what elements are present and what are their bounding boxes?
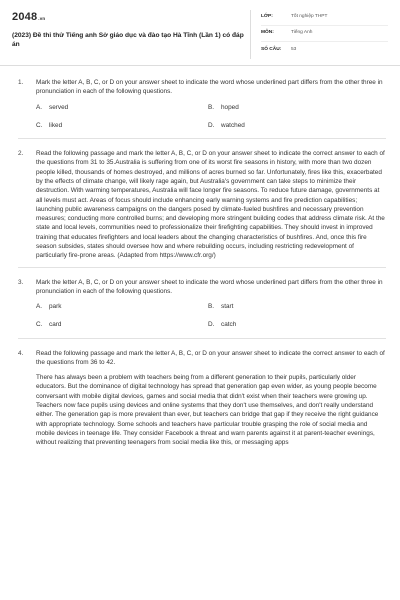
site-logo[interactable] xyxy=(12,10,250,26)
option-c[interactable] xyxy=(36,121,208,130)
option-d[interactable] xyxy=(208,121,380,130)
meta-value: Tiếng Anh xyxy=(291,30,313,36)
logo-main: 2048 xyxy=(12,11,38,23)
question-4 xyxy=(18,349,386,368)
question-1-options xyxy=(36,103,386,131)
option-c[interactable] xyxy=(36,320,208,329)
question-divider xyxy=(18,267,386,268)
option-text: liked xyxy=(49,121,63,129)
meta-value: Tốt nghiệp THPT xyxy=(291,14,328,20)
option-d[interactable] xyxy=(208,320,380,329)
option-letter: D. xyxy=(208,121,215,129)
meta-row-class xyxy=(261,10,388,26)
option-a[interactable] xyxy=(36,103,208,112)
question-text: Mark the letter A, B, C, or D on your answer sheet to indicate the word whose underlined part differs from the other three in pronunciation in each of the following questions. xyxy=(36,278,383,295)
meta-row-subject xyxy=(261,26,388,42)
option-letter: C. xyxy=(36,321,43,329)
option-letter: D. xyxy=(208,321,215,329)
reading-passage: There has always been a problem with teachers being from a different generation to their pupils, particularly older educators. But the dominance of digital technology has spread that generation gap even wider, as young people become conversant with mobile digital devices, games and social media that didn't exist when their teachers were growing up. Teachers now face pupils using devices and online systems that they don't use themselves, and don't really understand either. The generation gap is more prevalent than ever, but teachers can bridge that gap if they receive the right guidance with appropriate technology. Some schools and teachers have particular trouble grasping the role of social media and mobile devices in teenage life. They consider Facebook a threat and warn parents against it at parent-teacher evenings, without realizing that preventing teenagers from social media like this, or messaging apps xyxy=(36,374,379,447)
document-meta xyxy=(250,10,388,59)
option-b[interactable] xyxy=(208,302,380,311)
meta-label: LỚP: xyxy=(261,14,273,20)
question-text: Read the following passage and mark the letter A, B, C, or D on your answer sheet to indicate the correct answer to each of the questions from 31 to 35.Australia is suffering from one of its worst fire seasons in history, with more than two dozen people killed, thousands of homes destroyed, and millions of acres burned so far. Unfortunately, fires like this, exacerbated by the effects of climate change, will likely rage again, but Australia's government can take steps to minimize their destruction. With warming temperatures, Australia will face longer fire seasons. To reduce future damage, governments at all levels must act. Areas of focus should include enhancing early warning systems and fire prediction capabilities; launching public awareness campaigns on the dangers posed by climate-fueled bushfires and necessary prevention measures; conducting more controlled burns; and developing more stringent building codes that address climate risk. At the state and local levels, communities need to professionalize their firefighting capabilities. They should invest in improved training that educates firefighters and local leaders about the changing characteristics of bushfires. And, once this fire season subsides, states should oversee how and where rebuilding occurs, including restricting redevelopment of particularly fire-prone areas. (Adapted from https://www.cfr.org/) xyxy=(36,150,385,260)
question-divider xyxy=(18,338,386,339)
question-number: 4. xyxy=(18,349,24,357)
question-text: Read the following passage and mark the letter A, B, C, or D on your answer sheet to indicate the correct answer to each of the questions from 36 to 42. xyxy=(36,349,385,366)
question-3 xyxy=(18,278,386,297)
question-1 xyxy=(18,78,386,97)
option-text: park xyxy=(49,303,62,311)
question-number: 3. xyxy=(18,278,24,286)
option-letter: C. xyxy=(36,121,43,129)
meta-row-count xyxy=(261,42,388,58)
option-text: served xyxy=(49,103,69,111)
option-text: watched xyxy=(221,121,245,129)
meta-label: SỐ CÂU: xyxy=(261,46,282,52)
meta-value: 53 xyxy=(291,46,297,52)
option-b[interactable] xyxy=(208,103,380,112)
option-letter: A. xyxy=(36,103,43,111)
document-title: (2023) Đề thi thử Tiếng anh Sở giáo dục và đào tạo Hà Tĩnh (Lần 1) có đáp án xyxy=(12,31,244,48)
question-number: 1. xyxy=(18,79,24,86)
option-a[interactable] xyxy=(36,302,208,311)
question-text: Mark the letter A, B, C, or D on your answer sheet to indicate the word whose underlined part differs from the other three in pronunciation in each of the following questions. xyxy=(36,79,383,96)
question-3-options xyxy=(36,302,386,330)
option-letter: B. xyxy=(208,103,215,111)
question-number: 2. xyxy=(18,150,24,158)
option-text: start xyxy=(221,303,234,311)
option-text: card xyxy=(49,321,62,329)
meta-label: MÔN: xyxy=(261,30,274,36)
question-2 xyxy=(18,149,386,260)
logo-sub: .vn xyxy=(38,16,46,21)
option-text: catch xyxy=(221,321,237,329)
header-left xyxy=(12,10,250,59)
option-text: hoped xyxy=(221,103,239,111)
option-letter: B. xyxy=(208,303,215,311)
question-list xyxy=(0,66,400,447)
document-header xyxy=(0,0,400,66)
question-divider xyxy=(18,138,386,139)
option-letter: A. xyxy=(36,303,43,311)
